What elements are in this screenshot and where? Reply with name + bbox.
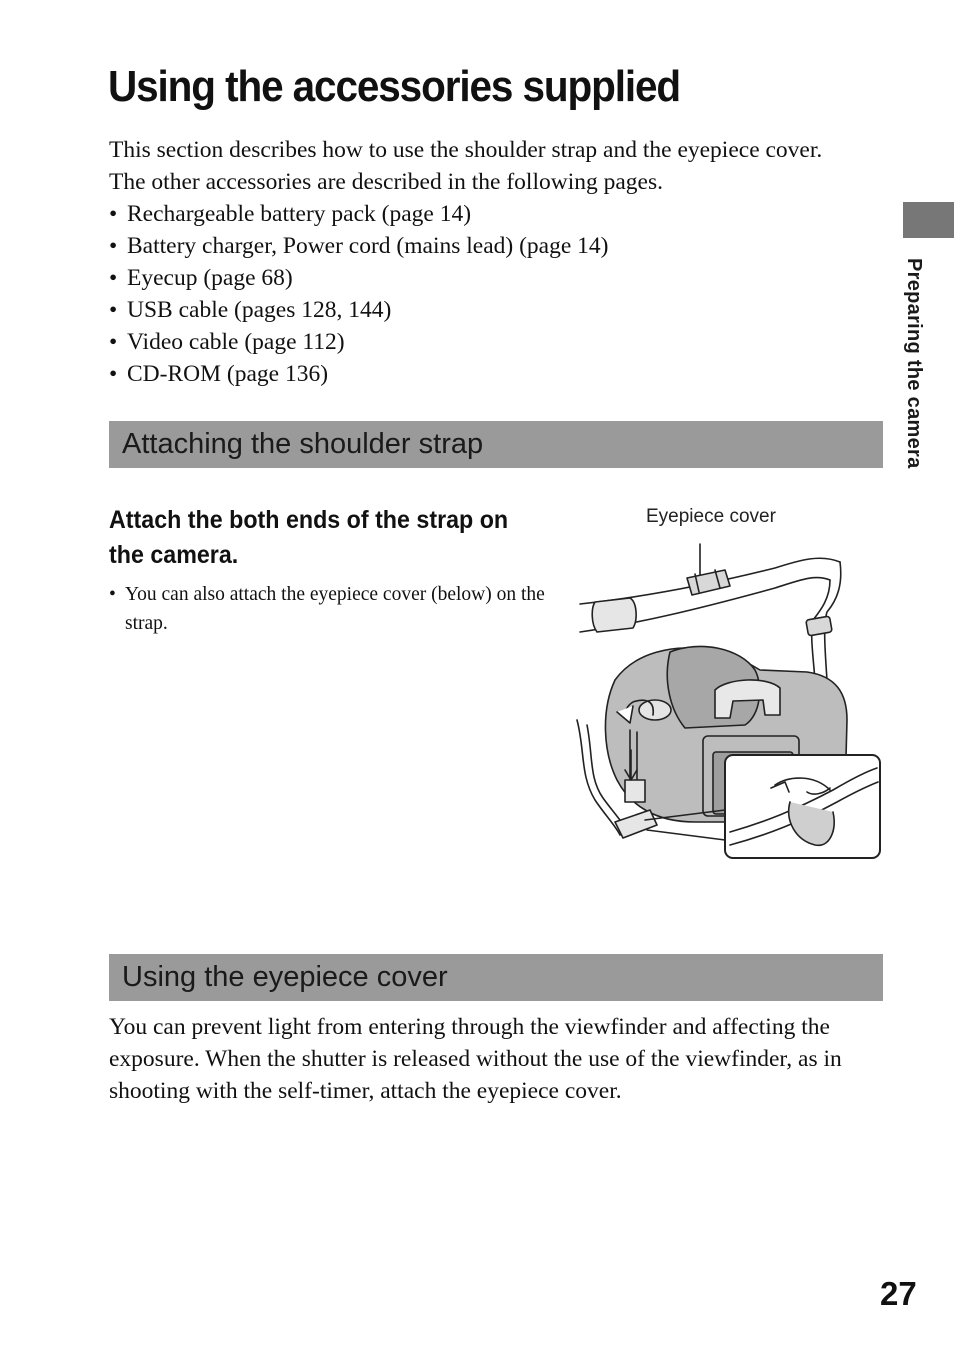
- list-item: • USB cable (pages 128, 144): [109, 294, 899, 326]
- list-item: • Eyecup (page 68): [109, 262, 899, 294]
- section-heading-shoulder-strap: Attaching the shoulder strap: [109, 421, 883, 468]
- step-heading: Attach the both ends of the strap on the camera.: [109, 506, 509, 569]
- chapter-side-label-text: Preparing the camera: [903, 258, 925, 469]
- accessory-list: [109, 198, 899, 390]
- chapter-tab-marker: [903, 202, 954, 238]
- list-item: • CD-ROM (page 136): [109, 358, 899, 390]
- list-item: • Rechargeable battery pack (page 14): [109, 198, 899, 230]
- list-item: • Battery charger, Power cord (mains lead) (page 14): [109, 230, 899, 262]
- chapter-side-label: [897, 258, 925, 498]
- intro-line-2: The other accessories are described in the following pages.: [109, 169, 663, 195]
- strap-attachment-illustration: [575, 540, 885, 865]
- strap-note: • You can also attach the eyepiece cover (below) on the strap.: [109, 580, 545, 638]
- section-heading-eyepiece-cover: Using the eyepiece cover: [109, 954, 883, 1001]
- intro-section: [109, 134, 899, 390]
- eyepiece-cover-body: You can prevent light from entering through the viewfinder and affecting the exposure. When the shutter is released without the use of the viewfinder, as in shooting with the self-timer, attach the eyepiece cover.: [109, 1014, 842, 1104]
- eyepiece-cover-label: Eyepiece cover: [646, 506, 776, 527]
- strap-detail-inset: [725, 755, 880, 858]
- page-number: 27: [880, 1275, 917, 1312]
- page-title: Using the accessories supplied: [108, 62, 681, 111]
- list-item: • Video cable (page 112): [109, 326, 899, 358]
- intro-line-1: This section describes how to use the shoulder strap and the eyepiece cover.: [109, 137, 823, 163]
- eyepiece-cover-on-strap: [687, 570, 730, 595]
- strap-end-tab: [592, 598, 636, 632]
